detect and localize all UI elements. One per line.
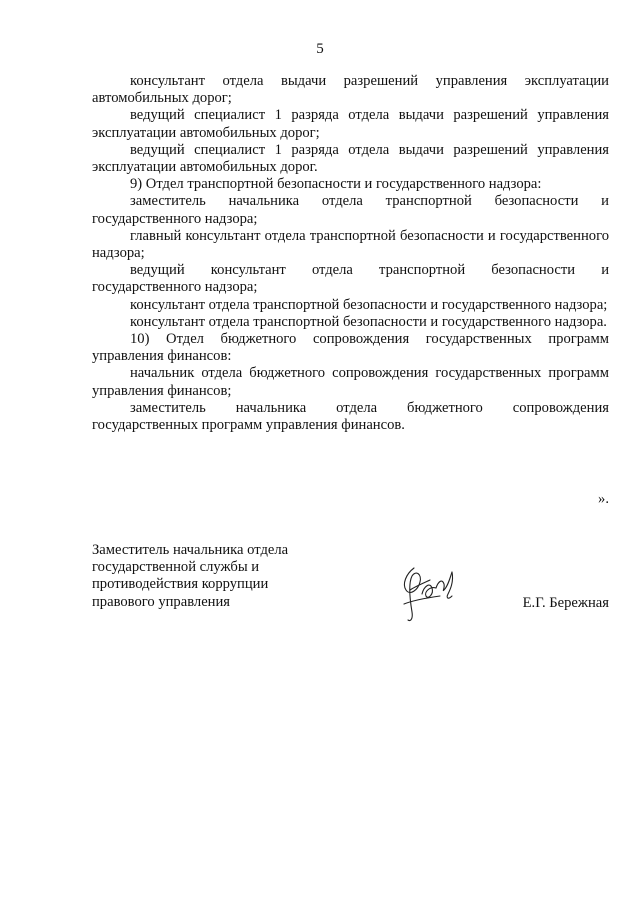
paragraph: ведущий специалист 1 разряда отдела выдачи разрешений управления эксплуатации автомобильных дорог;	[92, 107, 609, 141]
signer-name: Е.Г. Бережная	[522, 595, 609, 611]
paragraph: заместитель начальника отдела транспортной безопасности и государственного надзора;	[92, 193, 609, 227]
paragraph: ведущий консультант отдела транспортной безопасности и государственного надзора;	[92, 262, 609, 296]
closing-quote: ».	[598, 491, 609, 507]
paragraph: ведущий специалист 1 разряда отдела выдачи разрешений управления эксплуатации автомобильных дорог.	[92, 141, 609, 176]
document-body	[92, 73, 609, 434]
signer-position-line: государственной службы и	[92, 559, 260, 576]
paragraph: заместитель начальника отдела бюджетного сопровождения государственных программ управления финансов.	[92, 399, 609, 434]
signer-position	[92, 542, 352, 611]
section-heading: 9) Отдел транспортной безопасности и государственного надзора:	[130, 176, 542, 193]
section-heading: 10) Отдел бюджетного сопровождения государственных программ управления финансов:	[92, 331, 609, 365]
paragraph: главный консультант отдела транспортной безопасности и государственного надзора;	[92, 227, 609, 262]
paragraph: консультант отдела транспортной безопасности и государственного надзора.	[130, 313, 607, 330]
handwritten-signature	[396, 560, 466, 628]
signer-position-line: противодействия коррупции	[92, 576, 269, 593]
signer-position-line: правового управления	[92, 593, 230, 610]
paragraph: консультант отдела выдачи разрешений управления эксплуатации автомобильных дорог;	[92, 73, 609, 107]
paragraph: консультант отдела транспортной безопасности и государственного надзора;	[130, 296, 608, 313]
signer-position-line: Заместитель начальника отдела	[92, 542, 289, 558]
paragraph: начальник отдела бюджетного сопровождения государственных программ управления финансов;	[92, 365, 609, 399]
page-number: 5	[316, 41, 324, 57]
